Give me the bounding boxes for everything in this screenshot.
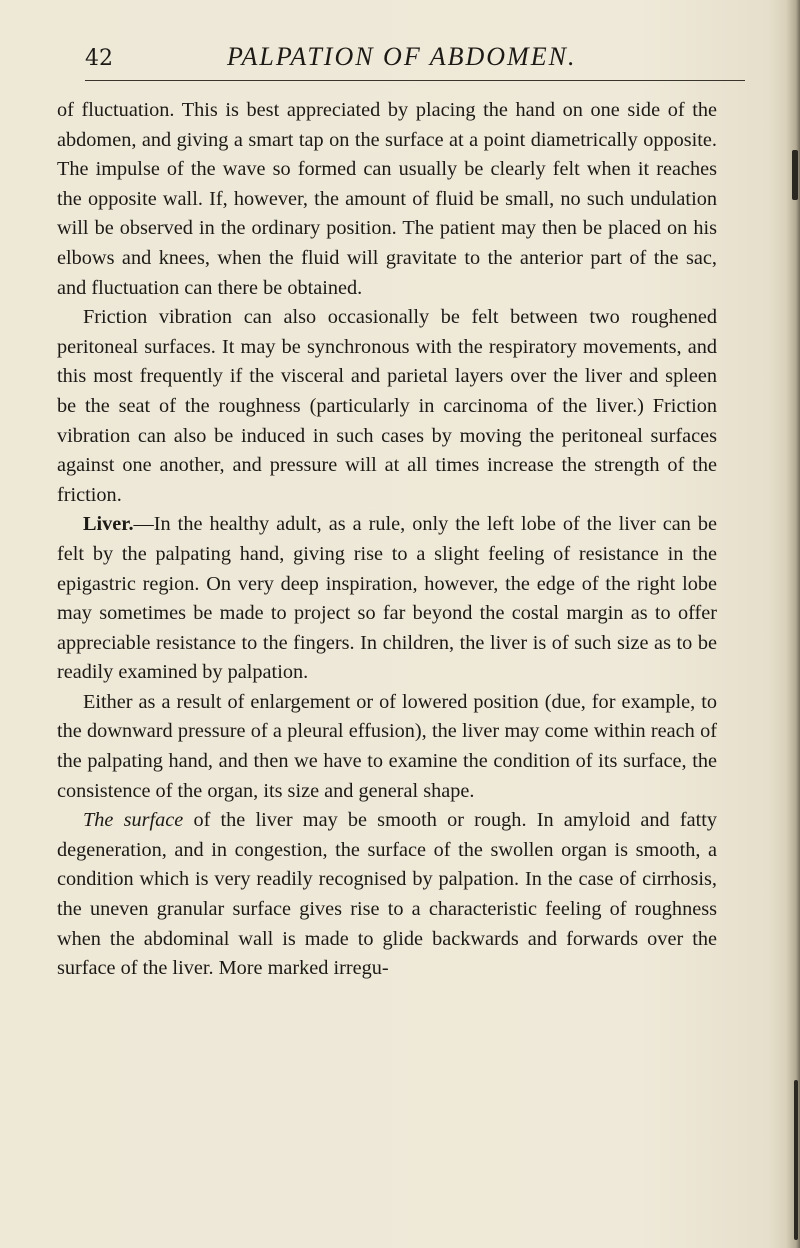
paragraph-text: of the liver may be smooth or rough. In amyloid and fatty degeneration, and in congestion, the surface of the swollen organ is smooth, a condition which is very readily recognised by palpation. In the case of cirrhosis, the uneven granular surface gives rise to a characteristic feeling of roughness when the abdominal wall is made to glide backwards and forwards over the surface of the liver. More marked irregu- xyxy=(57,809,717,980)
header-rule xyxy=(85,80,745,81)
paragraph-surface xyxy=(57,806,717,984)
page-header xyxy=(55,40,720,80)
paragraph-friction xyxy=(57,303,717,510)
paragraph-text: of fluctuation. This is best appreciated by placing the hand on one side of the abdomen, and giving a smart tap on the surface at a point diametrically opposite. The impulse of the wave so formed can usually be clearly felt when it reaches the opposite wall. If, however, the amount of fluid be small, no such undulation will be observed in the ordinary position. The patient may then be placed on his elbows and knees, when the fluid will gravitate to the anterior part of the sac, and fluctuation can there be obtained. xyxy=(57,99,717,299)
page-number: 42 xyxy=(85,46,113,71)
page-edge-mark xyxy=(792,150,798,200)
paragraph-liver xyxy=(57,510,717,688)
page-edge-mark xyxy=(794,1080,798,1240)
paragraph-text: Friction vibration can also occasionally be felt between two roughened peritoneal surfaces. It may be synchronous with the respiratory movements, and this most frequently if the visceral and parietal layers over the liver and spleen be the seat of the roughness (particularly in carcinoma of the liver.) Friction vibration can also be induced in such cases by moving the peritoneal surfaces against one another, and pressure will at all times increase the strength of the friction. xyxy=(57,306,717,506)
paragraph-text: Either as a result of enlargement or of lowered position (due, for example, to the downward pressure of a pleural effusion), the liver may come within reach of the palpating hand, and then we have to examine the condition of its surface, the consistence of the organ, its size and general shape. xyxy=(57,690,717,802)
paragraph-fluctuation xyxy=(57,96,717,303)
italic-term-surface: The surface xyxy=(83,809,184,832)
paragraph-text: —In the healthy adult, as a rule, only the left lobe of the liver can be felt by the palpating hand, giving rise to a slight feeling of resistance in the epigastric region. On very deep inspiration, however, the edge of the right lobe may sometimes be made to project so far beyond the costal margin as to offer appreciable resistance to the fingers. In children, the liver is of such size as to be readily examined by palpation. xyxy=(57,513,717,684)
body-text xyxy=(57,96,717,984)
running-head: PALPATION OF ABDOMEN. xyxy=(227,42,577,71)
section-heading-liver: Liver. xyxy=(83,513,134,536)
paragraph-enlargement xyxy=(57,688,717,806)
